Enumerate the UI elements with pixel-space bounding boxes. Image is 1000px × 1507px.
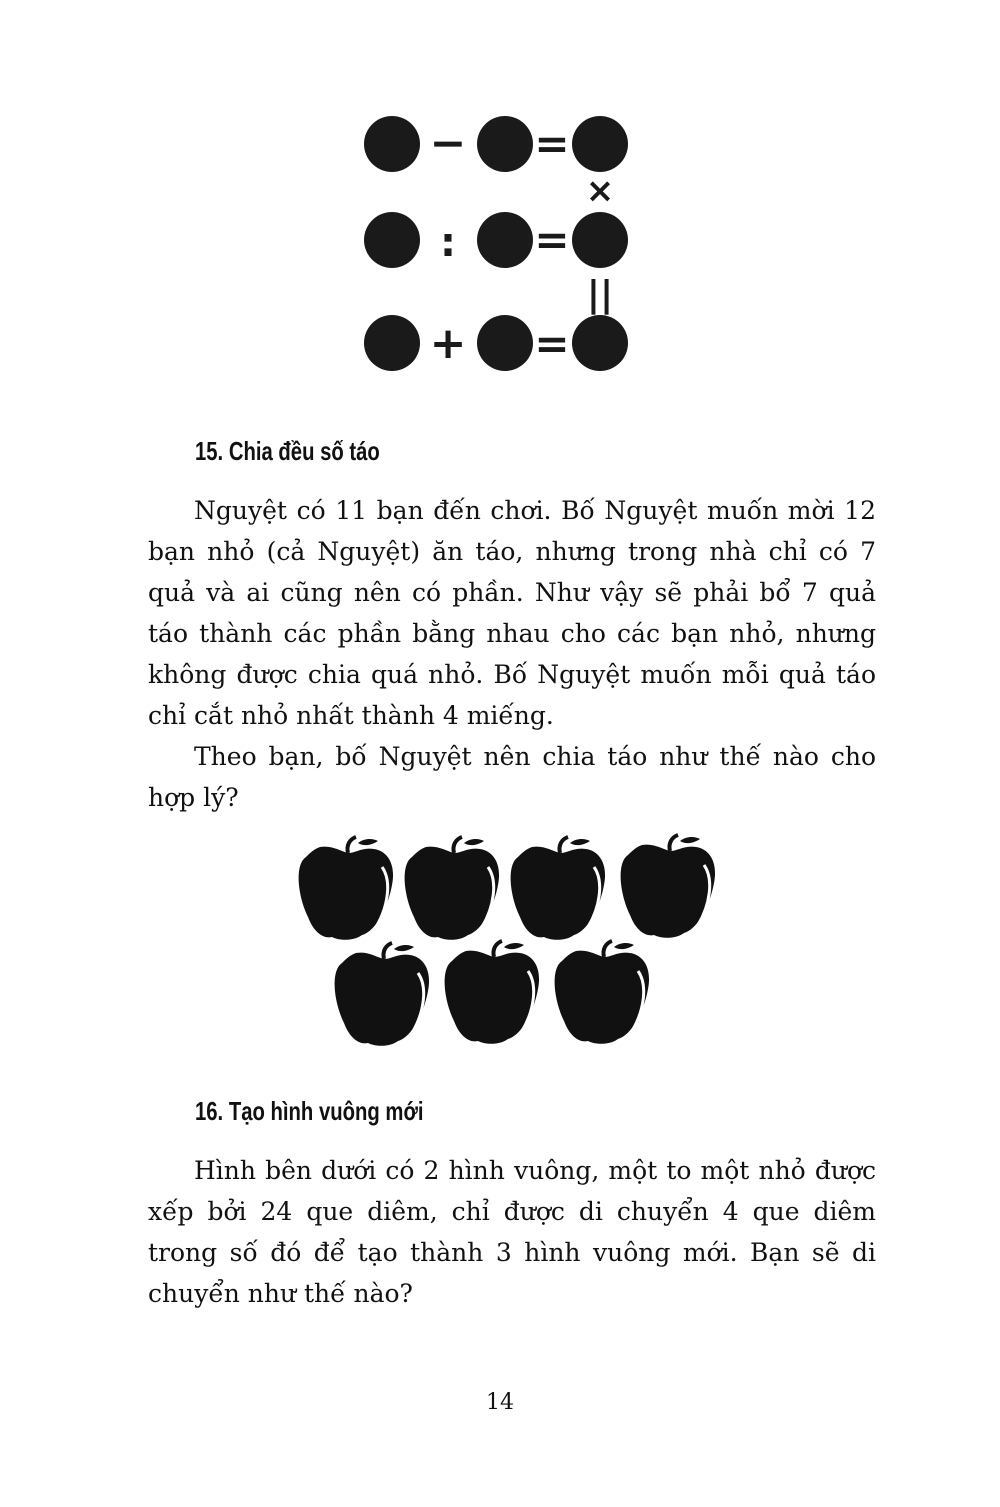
section-15-paragraph-1 (148, 490, 876, 736)
equals-sign-r2: = (534, 215, 570, 264)
puzzle-circle-r2c1 (364, 212, 420, 268)
apple-2 (405, 837, 499, 940)
apple-1 (299, 837, 393, 940)
circle-equation-puzzle (360, 108, 640, 398)
apple-3 (511, 837, 605, 940)
section-15-paragraph-2 (148, 736, 876, 818)
vertical-equals-sign: || (586, 274, 614, 315)
section-16-title: 16. Tạo hình vuông mới (195, 1096, 424, 1126)
puzzle-circle-r3c2 (477, 315, 533, 371)
puzzle-circle-r1c1 (364, 116, 420, 172)
equals-sign-r1: = (534, 119, 570, 168)
minus-sign: − (429, 118, 467, 169)
section-15-paragraph-2-text: Theo bạn, bố Nguyệt nên chia táo như thế nào cho hợp lý? (148, 742, 876, 812)
times-sign: × (585, 171, 615, 211)
section-16-paragraph-text: Hình bên dưới có 2 hình vuông, một to một nhỏ được xếp bởi 24 que diêm, chỉ được di chuyển 4 que diêm trong số đó để tạo thành 3 hình vuông mới. Bạn sẽ di chuyển như thế nào? (148, 1156, 876, 1308)
apple-7 (555, 941, 649, 1044)
section-15-title: 15. Chia đều số táo (195, 436, 380, 466)
section-16-paragraph (148, 1150, 876, 1314)
apples-illustration (290, 825, 740, 1050)
section-15-paragraph-1-text: Nguyệt có 11 bạn đến chơi. Bố Nguyệt muốn mời 12 bạn nhỏ (cả Nguyệt) ăn táo, nhưng trong nhà chỉ có 7 quả và ai cũng nên có phần. Như vậy sẽ phải bổ 7 quả táo thành các phần bằng nhau cho các bạn nhỏ, nhưng không được chia quá nhỏ. Bố Nguyệt muốn mỗi quả táo chỉ cắt nhỏ nhất thành 4 miếng. (148, 496, 876, 730)
apple-4 (621, 835, 715, 938)
apple-5 (335, 943, 429, 1046)
puzzle-circle-r3c1 (364, 315, 420, 371)
puzzle-circle-r1c3 (572, 116, 628, 172)
equals-sign-r3: = (534, 319, 570, 368)
puzzle-circle-r2c2 (477, 212, 533, 268)
puzzle-circle-r1c2 (477, 116, 533, 172)
page-number: 14 (486, 1390, 514, 1415)
puzzle-circle-r3c3 (572, 315, 628, 371)
plus-sign: + (429, 318, 467, 369)
divide-sign: : (440, 220, 456, 266)
puzzle-circle-r2c3 (572, 212, 628, 268)
apple-6 (445, 941, 539, 1044)
